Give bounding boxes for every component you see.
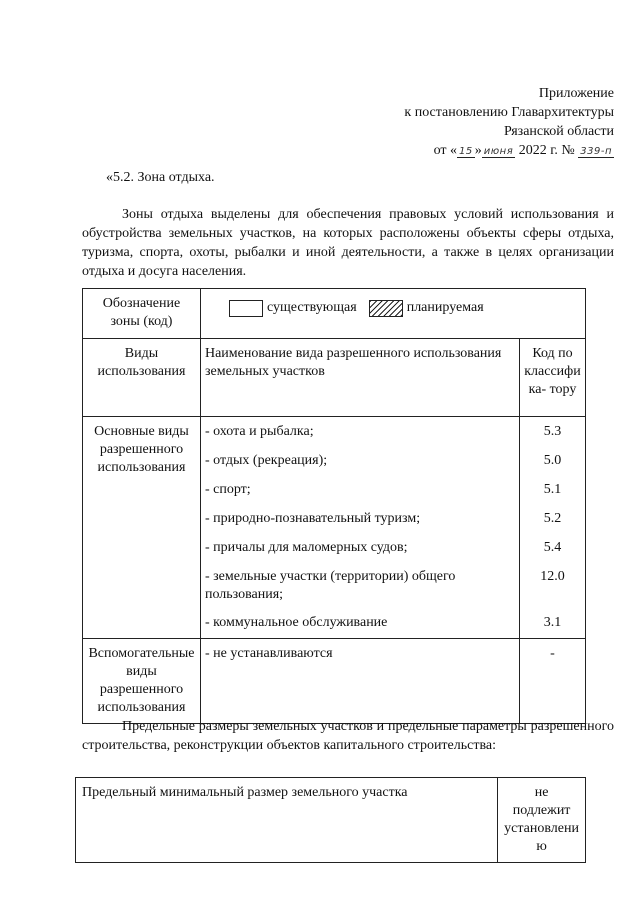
existing-swatch-icon <box>229 300 263 317</box>
intro-paragraph: Зоны отдыха выделены для обеспечения правовых условий использования и обустройства земельных участков, на которых расположены объекты сферы отдыха, туризма, спорта, охоты, рыбалки и иной деятельности, а также в целях организации отдыха и досуга населения. <box>82 207 614 279</box>
legend-cell <box>200 289 585 339</box>
handwritten-day: 15 <box>459 146 473 157</box>
appendix-date-line <box>404 141 614 161</box>
appendix-header <box>404 84 614 161</box>
zone-label-cell: Обозначение зоны (код) <box>83 289 201 339</box>
table-row <box>76 778 586 863</box>
limits-paragraph: Предельные размеры земельных участков и предельные параметры разрешенного строительства, реконструкции объектов капитального строительства: <box>82 719 614 753</box>
year-number-label: 2022 г. № <box>518 143 575 158</box>
code-value: 12.0 <box>540 569 565 584</box>
limit-value: не подлежит установлени ю <box>498 778 586 863</box>
code-value: 5.2 <box>543 511 562 526</box>
table-row <box>83 417 586 639</box>
table-row <box>83 639 586 724</box>
code-value: 5.3 <box>543 424 562 439</box>
limit-label: Предельный минимальный размер земельного участка <box>76 778 498 863</box>
appendix-decree: к постановлению Главархитектуры <box>404 105 614 120</box>
col-header-usage: Виды использования <box>83 339 201 417</box>
section-title: «5.2. Зона отдыха. <box>106 170 215 185</box>
list-item: - охота и рыбалка; <box>204 424 314 439</box>
legend-existing-label: существующая <box>266 300 357 315</box>
main-group-label: Основные виды разрешенного использования <box>83 417 201 639</box>
zone-legend <box>205 297 581 317</box>
main-items-cell <box>200 417 519 639</box>
legend-planned-label: планируемая <box>406 300 484 315</box>
table-row <box>83 289 586 339</box>
limits-table <box>75 777 586 863</box>
list-item: - причалы для маломерных судов; <box>204 540 408 555</box>
code-value: 3.1 <box>543 615 562 630</box>
date-suffix: » <box>474 143 482 158</box>
appendix-region: Рязанской области <box>503 124 614 139</box>
list-item: - спорт; <box>204 482 251 497</box>
aux-code: - <box>520 639 586 724</box>
list-item: - отдых (рекреация); <box>204 453 328 468</box>
list-item: - коммунальное обслуживание <box>204 615 388 630</box>
col-header-name: Наименование вида разрешенного использования земельных участков <box>200 339 519 417</box>
aux-group-label: Вспомогательные виды разрешенного использования <box>83 639 201 724</box>
list-item: - земельные участки (территории) общего пользования; <box>204 569 456 602</box>
appendix-title: Приложение <box>538 86 614 101</box>
aux-item: - не устанавливаются <box>200 639 519 724</box>
col-header-code: Код по классифи ка- тору <box>520 339 586 417</box>
planned-hatch-swatch-icon <box>369 300 403 317</box>
handwritten-number: 339-п <box>580 146 612 157</box>
handwritten-month: июня <box>483 146 514 157</box>
main-codes-cell <box>520 417 586 639</box>
date-prefix: от « <box>433 143 458 158</box>
code-value: 5.0 <box>543 453 562 468</box>
code-value: 5.4 <box>543 540 562 555</box>
table-row <box>83 339 586 417</box>
code-value: 5.1 <box>543 482 562 497</box>
list-item: - природно-познавательный туризм; <box>204 511 421 526</box>
zone-table <box>82 288 586 724</box>
